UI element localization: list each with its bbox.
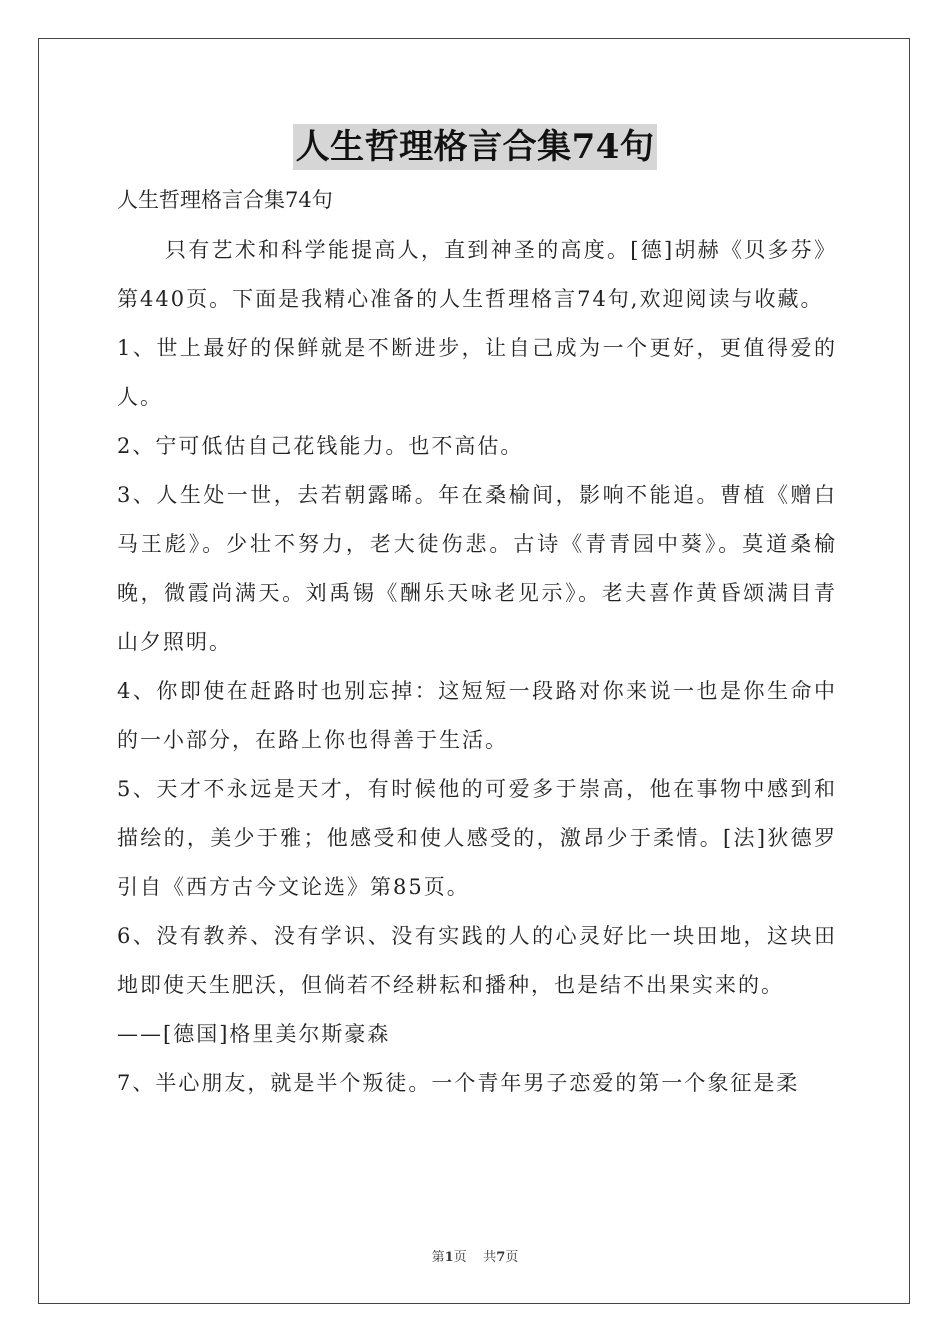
quote-paragraph-2: 2、宁可低估自己花钱能力。也不高估。 [117, 434, 524, 458]
page-label-post: 页 [453, 1250, 467, 1265]
quote-paragraph-4: 4、你即使在赶路时也别忘掉：这短短一段路对你来说一也是你生命中的一小部分，在路上你也得善于生活。 [117, 679, 837, 752]
quote-paragraph-3: 3、人生处一世，去若朝露晞。年在桑榆间，影响不能追。曹植《赠白马王彪》。少壮不努力，老大徒伤悲。古诗《青青园中葵》。莫道桑榆晚，微霞尚满天。刘禹锡《酬乐天咏老见示》。老夫喜作黄昏颂满目青山夕照明。 [117, 483, 837, 654]
intro-paragraph: 只有艺术和科学能提高人，直到神圣的高度。[德]胡赫《贝多芬》第440页。下面是我精心准备的人生哲理格言74句,欢迎阅读与收藏。 [117, 238, 837, 311]
document-body [117, 178, 837, 1108]
page-footer [0, 1246, 950, 1265]
quote-paragraph-5: 5、天才不永远是天才，有时候他的可爱多于崇高，他在事物中感到和描绘的，美少于雅；他感受和使人感受的，激昂少于柔情。[法]狄德罗引自《西方古今文论选》第85页。 [117, 777, 837, 899]
title-wrapper [0, 124, 950, 170]
quote-paragraph-1: 1、世上最好的保鲜就是不断进步，让自己成为一个更好，更值得爱的人。 [117, 336, 837, 409]
total-label-post: 页 [505, 1250, 519, 1265]
page-label-pre: 第 [431, 1250, 445, 1265]
quote-attribution-6: ——[德国]格里美尔斯豪森 [117, 1022, 391, 1046]
total-pages: 7 [496, 1250, 506, 1265]
quote-paragraph-6: 6、没有教养、没有学识、没有实践的人的心灵好比一块田地，这块田地即使天生肥沃，但倘若不经耕耘和播种，也是结不出果实来的。 [117, 924, 837, 997]
page-number: 1 [444, 1250, 454, 1265]
document-subtitle: 人生哲理格言合集74句 [117, 188, 333, 212]
total-label-pre: 共 [483, 1250, 497, 1265]
document-title: 人生哲理格言合集74句 [293, 124, 658, 170]
quote-paragraph-7: 7、半心朋友，就是半个叛徒。一个青年男子恋爱的第一个象征是柔 [117, 1071, 800, 1095]
